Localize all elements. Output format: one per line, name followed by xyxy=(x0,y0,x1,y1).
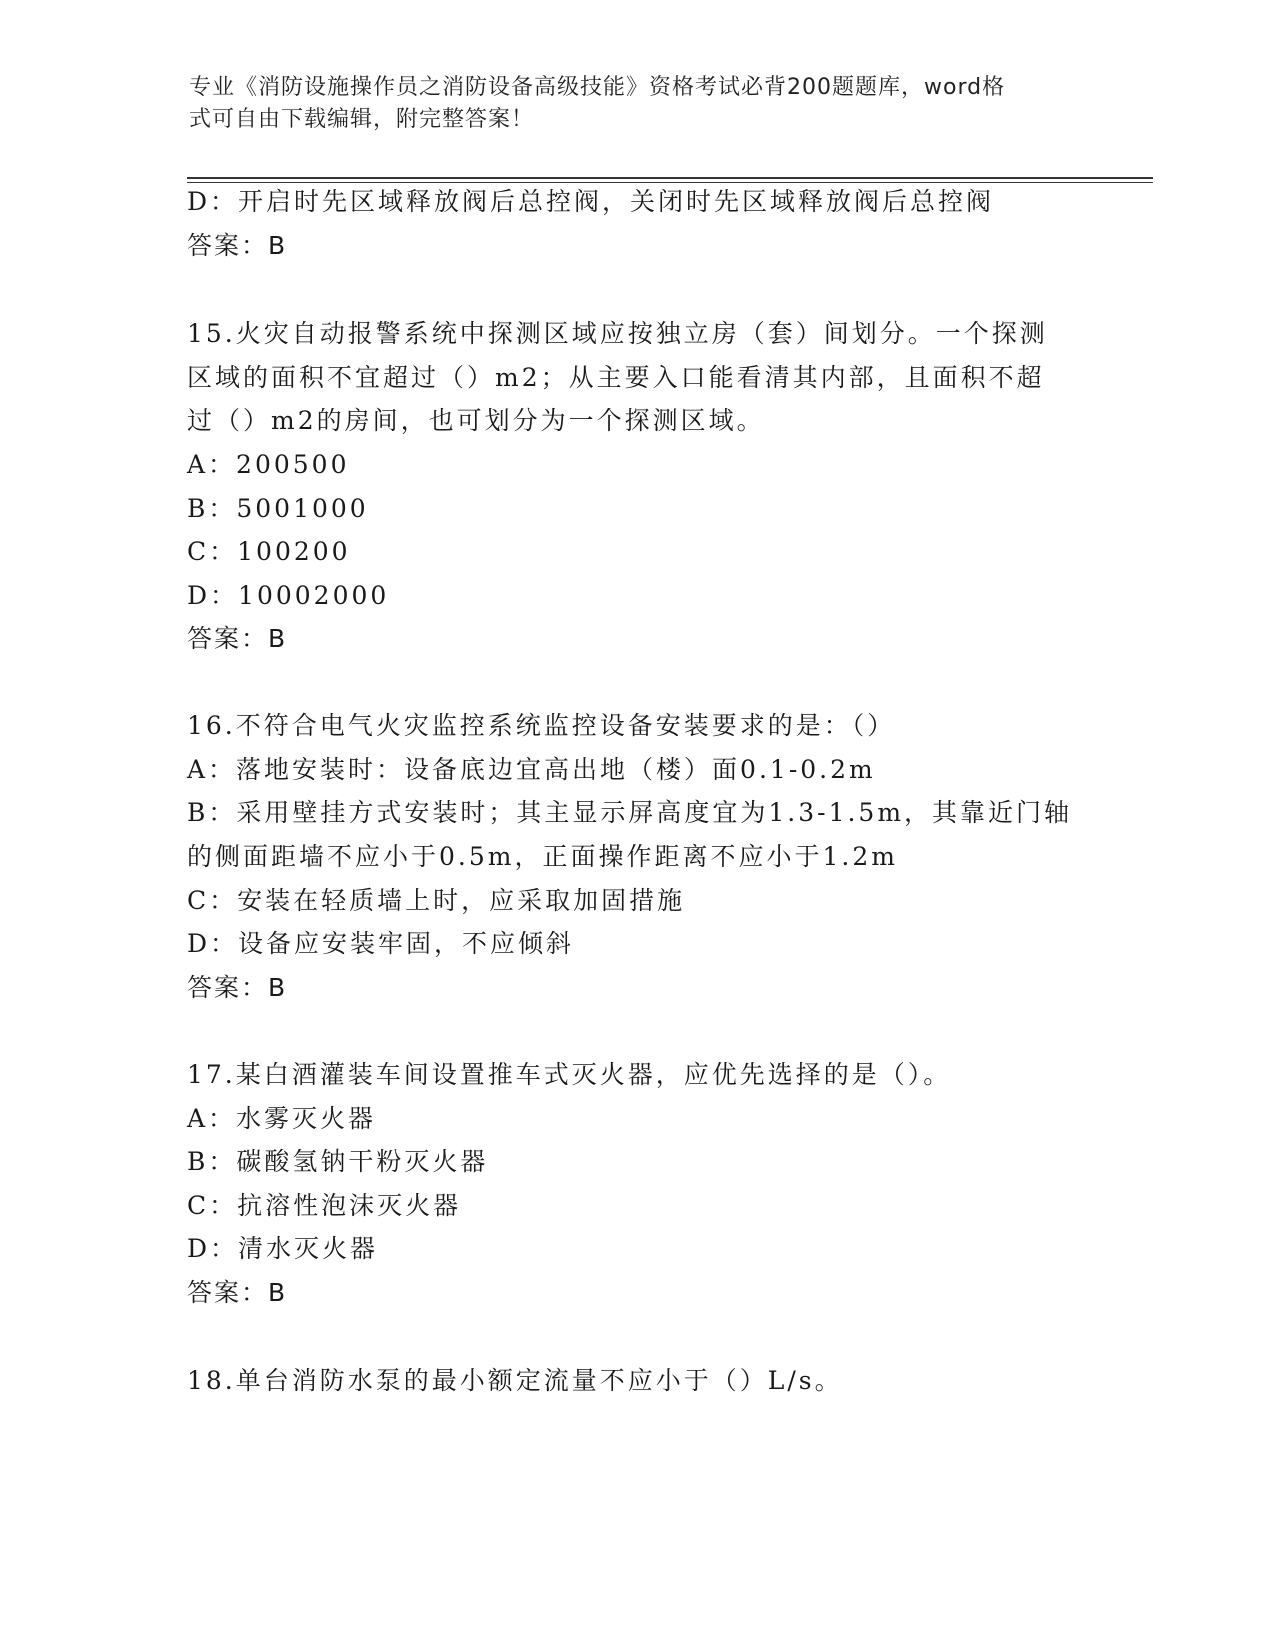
q17-option-d: D：清水灭火器 xyxy=(187,1234,379,1263)
q15-stem-line-3: 过（）m2的房间，也可划分为一个探测区域。 xyxy=(187,406,765,435)
header-divider-thick xyxy=(187,177,1153,179)
q16-option-b-line-2: 的侧面距墙不应小于0.5m，正面操作距离不应小于1.2m xyxy=(187,842,898,871)
q15-option-c: C：100200 xyxy=(187,537,351,566)
q16-answer: 答案：B xyxy=(187,973,288,1002)
q15-option-d: D：10002000 xyxy=(187,581,390,610)
q15-answer: 答案：B xyxy=(187,624,288,653)
header-line-2: 式可自由下载编辑，附完整答案！ xyxy=(189,107,535,132)
q15-option-a: A：200500 xyxy=(187,450,350,479)
q16-option-c: C：安装在轻质墙上时，应采取加固措施 xyxy=(187,886,686,915)
q15-stem-line-1: 15.火灾自动报警系统中探测区域应按独立房（套）间划分。一个探测 xyxy=(187,319,1048,348)
q17-option-c: C：抗溶性泡沫灭火器 xyxy=(187,1191,462,1220)
q14-answer: 答案：B xyxy=(187,231,288,260)
q17-option-b: B：碳酸氢钠干粉灭火器 xyxy=(187,1147,489,1176)
header-divider-thin xyxy=(187,182,1153,183)
header-line-1: 专业《消防设施操作员之消防设备高级技能》资格考试必背200题题库，word格 xyxy=(189,75,1006,100)
q16-stem: 16.不符合电气火灾监控系统监控设备安装要求的是：（） xyxy=(187,711,896,740)
q16-option-d: D：设备应安装牢固，不应倾斜 xyxy=(187,929,575,958)
q14-option-d: D：开启时先区域释放阀后总控阀，关闭时先区域释放阀后总控阀 xyxy=(187,187,995,216)
q17-stem: 17.某白酒灌装车间设置推车式灭火器，应优先选择的是（）。 xyxy=(187,1060,952,1089)
q15-stem-line-2: 区域的面积不宜超过（）m2；从主要入口能看清其内部，且面积不超 xyxy=(187,363,1045,392)
q17-answer: 答案：B xyxy=(187,1278,288,1307)
q17-option-a: A：水雾灭火器 xyxy=(187,1104,377,1133)
q16-option-b-line-1: B：采用壁挂方式安装时；其主显示屏高度宜为1.3-1.5m，其靠近门轴 xyxy=(187,798,1073,827)
q16-option-a: A：落地安装时：设备底边宜高出地（楼）面0.1-0.2m xyxy=(187,755,876,784)
q18-stem: 18.单台消防水泵的最小额定流量不应小于（）L/s。 xyxy=(187,1366,843,1395)
q15-option-b: B：5001000 xyxy=(187,494,369,523)
document-header xyxy=(189,72,1069,136)
